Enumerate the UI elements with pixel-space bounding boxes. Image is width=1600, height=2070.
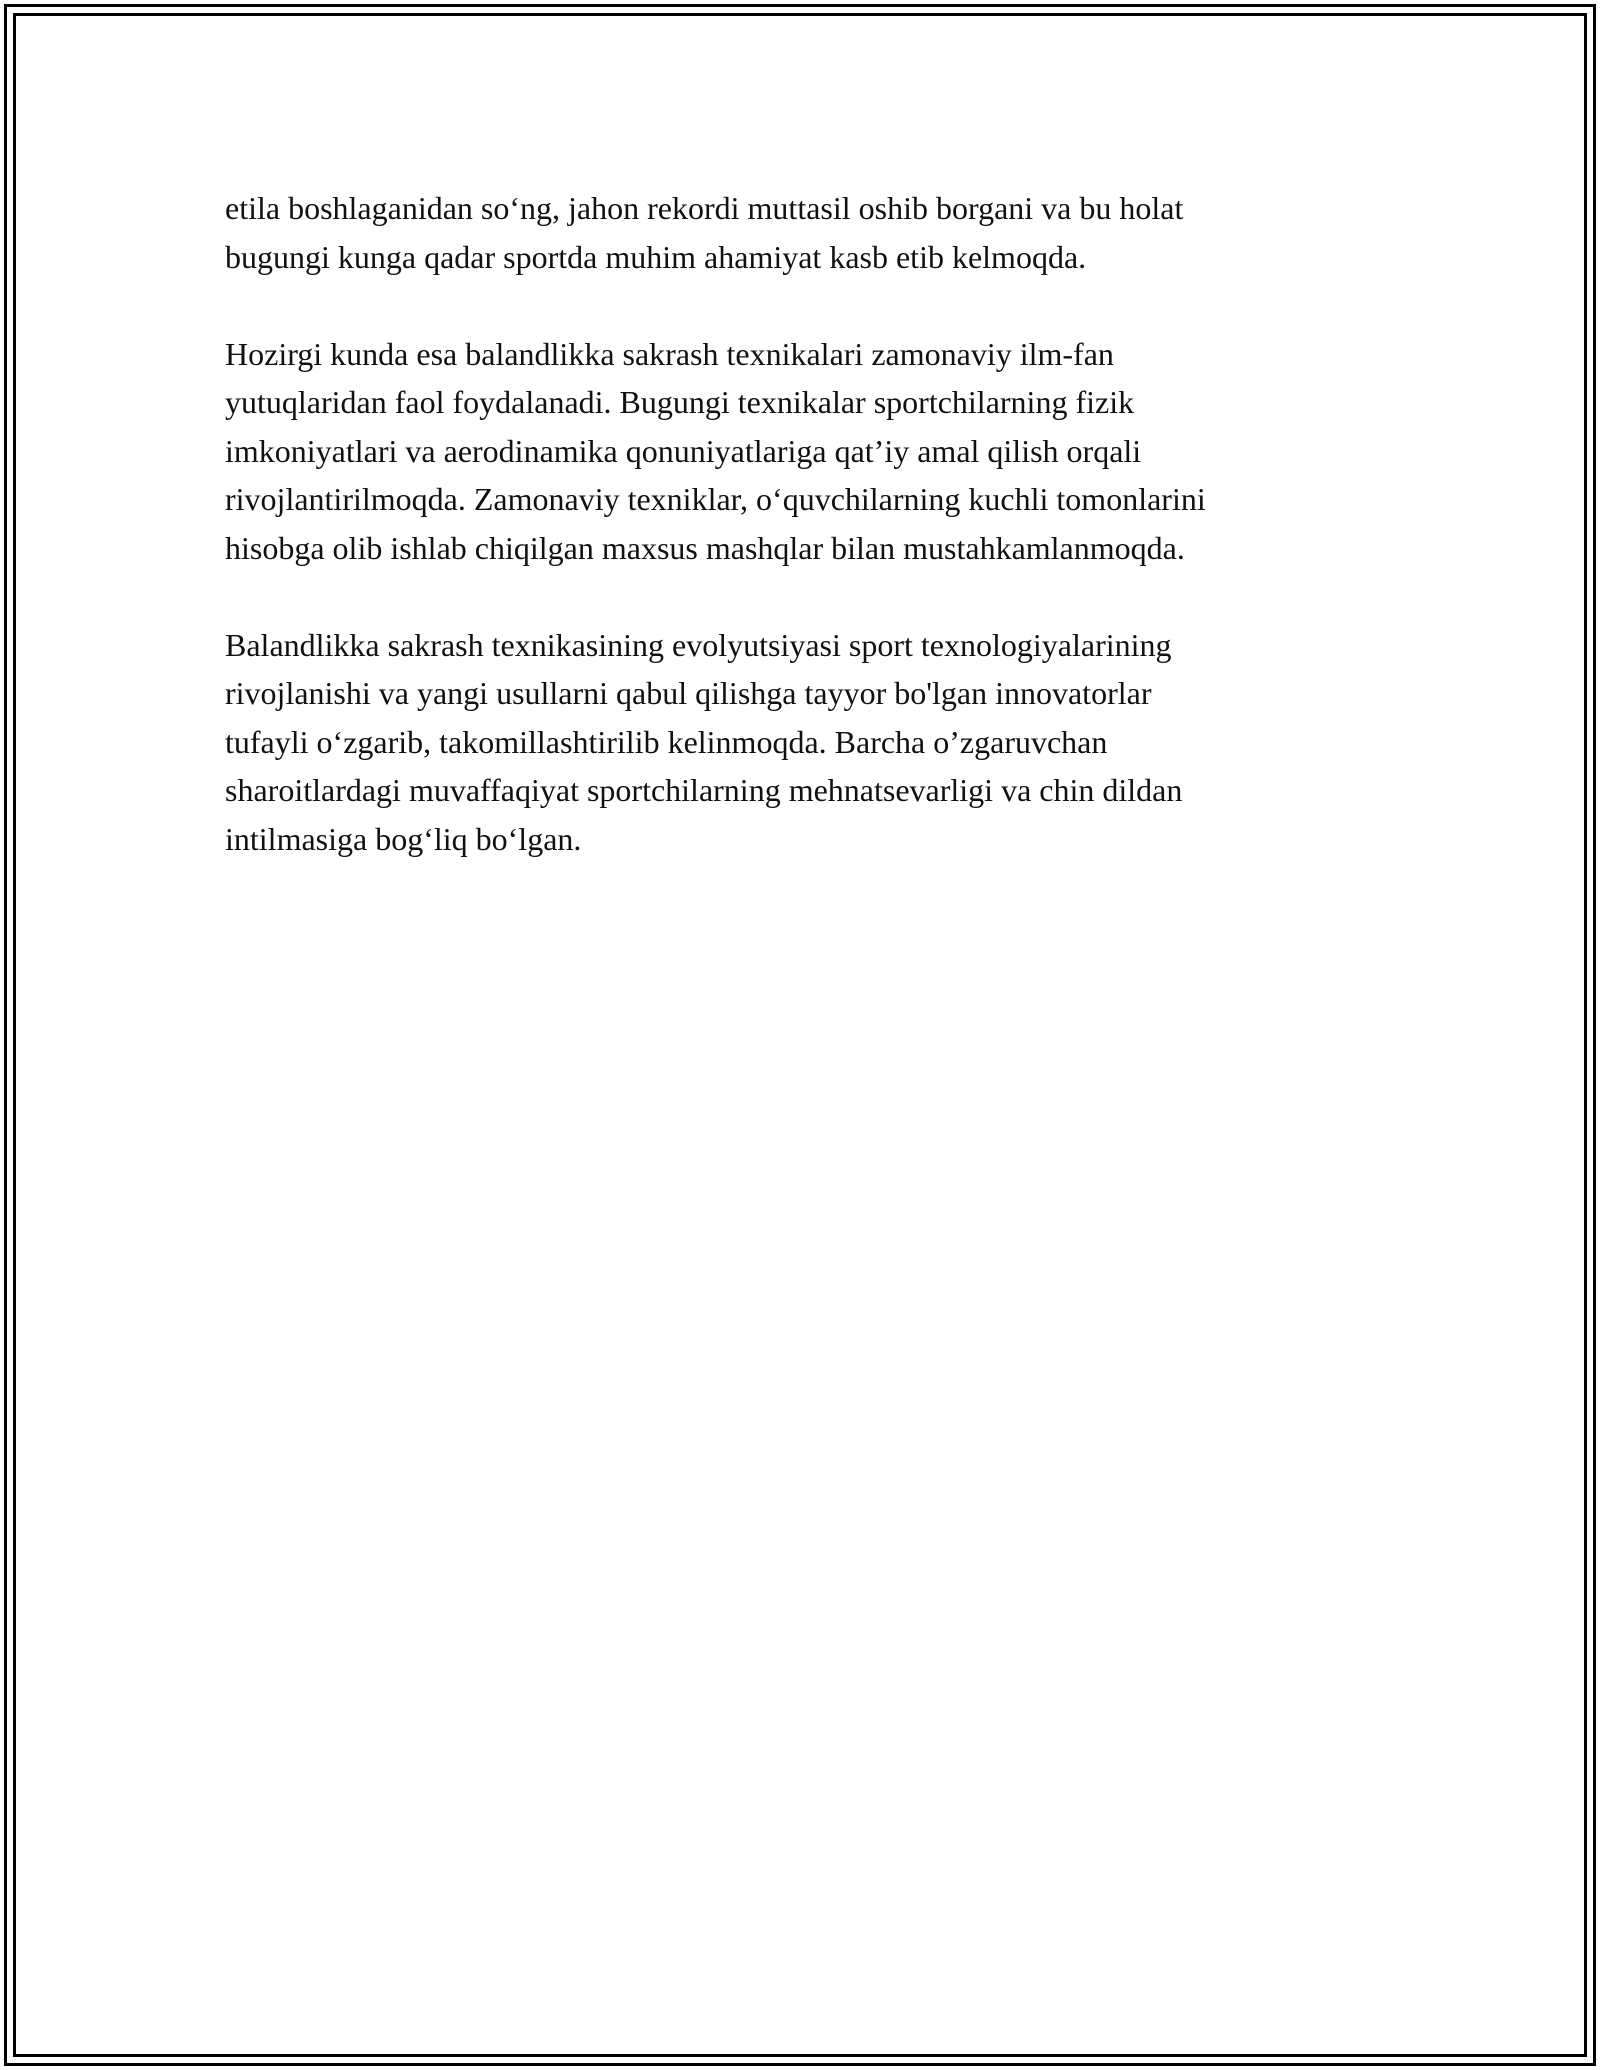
document-body [225,184,1400,912]
paragraph-2: Hozirgi kunda esa balandlikka sakrash texnikalari zamonaviy ilm-fan yutuqlaridan faol foydalanadi. Bugungi texnikalar sportchilarning fizik imkoniyatlari va aerodinamika qonuniyatlariga qat’iy amal qilish orqali rivojlantirilmoqda. Zamonaviy texniklar, o‘quvchilarning kuchli tomonlarini hisobga olib ishlab chiqilgan maxsus mashqlar bilan mustahkamlanmoqda. [225,335,1206,566]
paragraph-3: Balandlikka sakrash texnikasining evolyutsiyasi sport texnologiyalarining rivojlanishi va yangi usullarni qabul qilishga tayyor bo'lgan innovatorlar tufayli o‘zgarib, takomillashtirilib kelinmoqda. Barcha o’zgaruvchan sharoitlardagi muvaffaqiyat sportchilarning mehnatsevarligi va chin dildan intilmasiga bog‘liq bo‘lgan. [225,626,1183,857]
paragraph-1: etila boshlaganidan so‘ng, jahon rekordi muttasil oshib borgani va bu holat bugungi kunga qadar sportda muhim ahamiyat kasb etib kelmoqda. [225,190,1184,275]
